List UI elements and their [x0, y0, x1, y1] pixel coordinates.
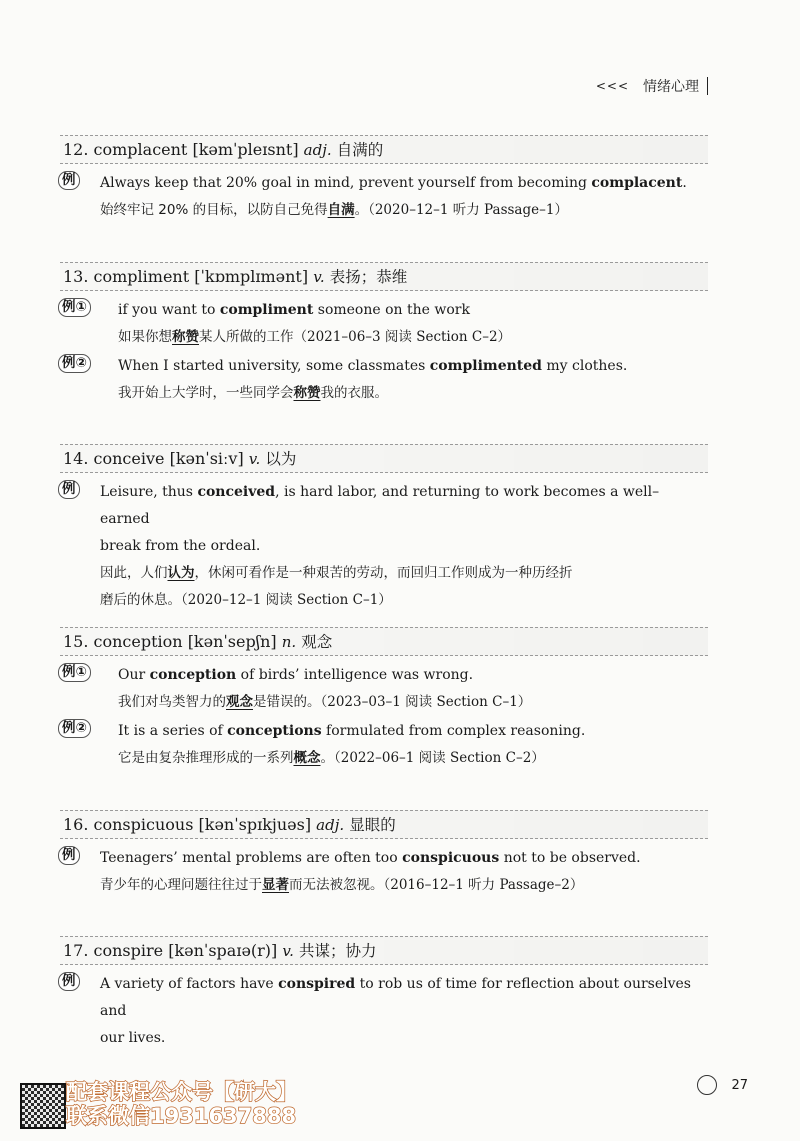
- source-citation: （2016–12–1 听力 Passage–2）: [383, 877, 584, 893]
- example-english: Always keep that 20% goal in mind, prevent yourself from becoming complacent.: [100, 175, 687, 191]
- example-english: Teenagers’ mental problems are often too conspicuous not to be observed.: [100, 850, 641, 866]
- part-of-speech: v.: [248, 450, 261, 468]
- example-chinese: 我开始上大学时，一些同学会称赞我的衣服。: [118, 385, 388, 401]
- entry-conceive: [60, 444, 708, 614]
- phonetic: [kənˈspɪkjuəs]: [198, 815, 312, 834]
- entry-heading: [60, 936, 708, 965]
- entry-heading: [60, 262, 708, 291]
- example: [60, 718, 708, 772]
- example-badge: 例②: [58, 719, 91, 738]
- entry-conspire: [60, 936, 708, 1052]
- example: [60, 170, 708, 224]
- example-badge: 例②: [58, 354, 91, 373]
- example: [60, 971, 708, 1052]
- example-chinese-cont: 磨后的休息。（2020–12–1 阅读 Section C–1）: [100, 592, 392, 608]
- example-badge: 例: [58, 171, 80, 190]
- source-citation: （2020–12–1 阅读 Section C–1）: [181, 592, 392, 608]
- example-english-cont: our lives.: [100, 1030, 166, 1046]
- source-citation: （2021–06–3 阅读 Section C–2）: [293, 329, 512, 345]
- source-citation: （2022–06–1 阅读 Section C–2）: [334, 750, 545, 766]
- headword: 14. conceive: [63, 449, 165, 468]
- phonetic: [kənˈsepʃn]: [187, 632, 277, 651]
- section-header: [596, 76, 708, 96]
- phonetic: [ˈkɒmplɪmənt]: [194, 267, 309, 286]
- example-english: When I started university, some classmates complimented my clothes.: [118, 358, 628, 374]
- entry-heading: [60, 444, 708, 473]
- example-badge: 例: [58, 972, 80, 991]
- phonetic: [kənˈsiːv]: [169, 449, 244, 468]
- part-of-speech: n.: [281, 633, 297, 651]
- source-citation: （2020–12–1 听力 Passage–1）: [368, 202, 568, 218]
- headword: 13. compliment: [63, 267, 190, 286]
- footer-line-1: 配套课程公众号【研大】: [66, 1080, 297, 1104]
- example: [60, 662, 708, 716]
- meaning: 自满的: [336, 141, 384, 159]
- example-chinese: 它是由复杂推理形成的一系列概念。（2022–06–1 阅读 Section C–2）: [118, 750, 545, 766]
- phonetic: [kənˈspaɪə(r)]: [168, 941, 278, 960]
- meaning: 表扬；恭维: [329, 268, 408, 286]
- example-chinese: 青少年的心理问题往往过于显著而无法被忽视。（2016–12–1 听力 Passage–2）: [100, 877, 584, 893]
- headword: 17. conspire: [63, 941, 164, 960]
- example-english: It is a series of conceptions formulated from complex reasoning.: [118, 723, 586, 739]
- meaning: 显眼的: [349, 816, 396, 834]
- example: [60, 297, 708, 351]
- meaning: 以为: [265, 450, 297, 468]
- section-title: 情绪心理: [643, 79, 699, 95]
- chevron-icon: <<<: [595, 79, 629, 93]
- footer-line-2: 联系微信1931637888: [66, 1104, 297, 1128]
- example-chinese: 我们对鸟类智力的观念是错误的。（2023–03–1 阅读 Section C–1）: [118, 694, 532, 710]
- footer-watermark: [66, 1080, 297, 1128]
- phonetic: [kəmˈpleɪsnt]: [192, 140, 299, 159]
- meaning: 观念: [301, 633, 333, 651]
- part-of-speech: v.: [313, 268, 325, 286]
- qr-code-icon: [20, 1083, 66, 1129]
- example-chinese: 因此，人们认为，休闲可看作是一种艰苦的劳动，而回归工作则成为一种历经折: [100, 565, 573, 581]
- part-of-speech: v.: [282, 942, 294, 960]
- entry-heading: [60, 810, 708, 839]
- entry-conception: [60, 627, 708, 772]
- circle-icon: [697, 1075, 717, 1095]
- entry-conspicuous: [60, 810, 708, 899]
- headword: 15. conception: [63, 632, 183, 651]
- source-citation: （2023–03–1 阅读 Section C–1）: [320, 694, 532, 710]
- headword: 16. conspicuous: [63, 815, 194, 834]
- page-number-text: 27: [731, 1077, 748, 1093]
- part-of-speech: adj.: [303, 141, 332, 159]
- example-badge: 例: [58, 480, 80, 499]
- example-english-cont: break from the ordeal.: [100, 538, 261, 554]
- example-english: Our conception of birds’ intelligence was wrong.: [118, 667, 474, 683]
- part-of-speech: adj.: [316, 816, 345, 834]
- meaning: 共谋；协力: [298, 942, 377, 960]
- entry-heading: [60, 627, 708, 656]
- example-chinese: 如果你想称赞某人所做的工作（2021–06–3 阅读 Section C–2）: [118, 329, 512, 345]
- example-badge: 例①: [58, 663, 91, 682]
- example-badge: 例: [58, 846, 80, 865]
- example: [60, 845, 708, 899]
- page-number: [697, 1075, 748, 1095]
- header-divider: [707, 77, 708, 95]
- entry-compliment: [60, 262, 708, 407]
- entry-complacent: [60, 135, 708, 224]
- example-english: Leisure, thus conceived, is hard labor, and returning to work becomes a well–earned: [100, 484, 660, 527]
- example-chinese: 始终牢记 20% 的目标，以防自己免得自满。（2020–12–1 听力 Passage–1）: [100, 202, 568, 218]
- headword: 12. complacent: [63, 140, 188, 159]
- example-badge: 例①: [58, 298, 91, 317]
- example-english: A variety of factors have conspired to rob us of time for reflection about ourselves and: [100, 976, 691, 1019]
- example: [60, 479, 708, 614]
- example-english: if you want to compliment someone on the work: [118, 302, 470, 318]
- example: [60, 353, 708, 407]
- entry-heading: [60, 135, 708, 164]
